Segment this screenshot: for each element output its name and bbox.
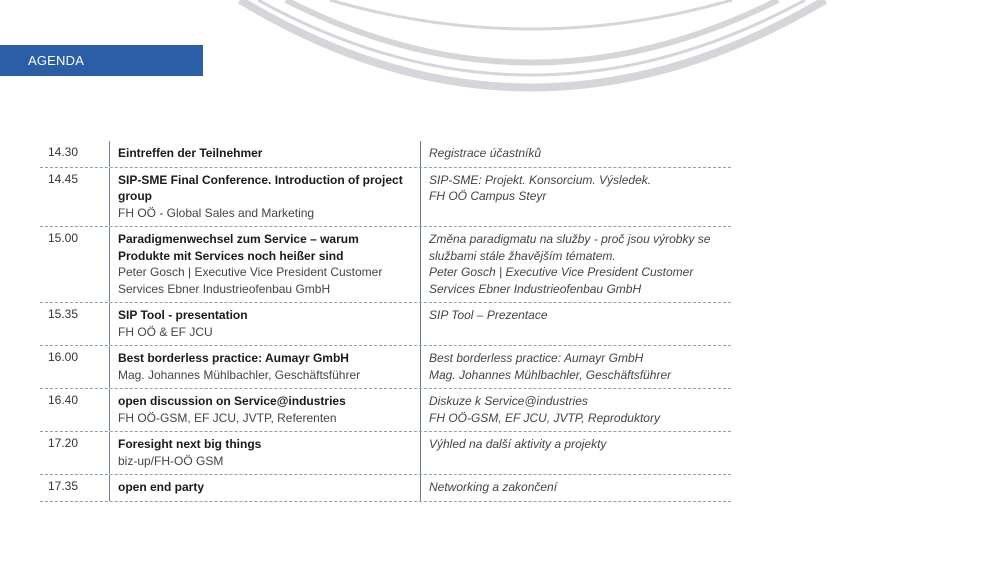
session-speaker: FH OÖ-GSM, EF JCU, JVTP, Referenten [118, 410, 337, 425]
session-speaker: FH OÖ - Global Sales and Marketing [118, 205, 315, 220]
agenda-session-en [109, 303, 420, 345]
agenda-time: 16.00 [48, 350, 79, 364]
agenda-session-cz [420, 168, 731, 227]
session-translation-line: Diskuze k Service@industries [429, 394, 588, 408]
agenda-session-en [109, 475, 420, 501]
agenda-time: 15.35 [48, 307, 79, 321]
agenda-row [40, 141, 731, 168]
session-translation-line: SIP Tool – Prezentace [429, 308, 548, 322]
agenda-session-cz [420, 141, 731, 167]
agenda-session-en [109, 346, 420, 388]
agenda-row [40, 168, 731, 228]
agenda-session-en [109, 432, 420, 474]
agenda-row [40, 432, 731, 475]
session-title: SIP-SME Final Conference. Introduction of project group [118, 172, 403, 203]
session-title: SIP Tool - presentation [118, 308, 248, 322]
session-translation-line: FH OÖ-GSM, EF JCU, JVTP, Reproduktory [429, 410, 660, 425]
agenda-table [40, 141, 731, 502]
session-speaker: Peter Gosch | Executive Vice President Customer Services Ebner Industrieofenbau GmbH [118, 265, 383, 296]
session-title: open end party [118, 480, 205, 494]
session-translation-line: Mag. Johannes Mühlbachler, Geschäftsführer [429, 367, 672, 382]
agenda-session-en [109, 389, 420, 431]
agenda-time: 14.45 [48, 171, 79, 186]
agenda-time: 14.30 [48, 145, 79, 159]
agenda-time: 16.40 [48, 393, 79, 407]
session-translation-line: Výhled na další aktivity a projekty [429, 437, 607, 451]
agenda-row [40, 389, 731, 432]
agenda-banner [0, 45, 203, 76]
session-speaker: biz-up/FH-OÖ GSM [118, 453, 224, 468]
agenda-session-en [109, 168, 420, 227]
session-translation-line: Peter Gosch | Executive Vice President Customer Services Ebner Industrieofenbau GmbH [429, 265, 694, 296]
session-speaker: Mag. Johannes Mühlbachler, Geschäftsführer [118, 367, 361, 382]
agenda-session-cz [420, 475, 731, 501]
agenda-time: 17.35 [48, 479, 79, 493]
session-translation-line: Změna paradigmatu na služby - proč jsou výrobky se službami stále žhavějším tématem. [429, 232, 711, 263]
agenda-session-cz [420, 389, 731, 431]
agenda-session-en [109, 141, 420, 167]
session-title: open discussion on Service@industries [118, 394, 346, 408]
agenda-session-cz [420, 432, 731, 474]
agenda-row [40, 303, 731, 346]
session-title: Foresight next big things [118, 437, 262, 451]
agenda-time: 15.00 [48, 231, 79, 245]
session-speaker: FH OÖ & EF JCU [118, 324, 213, 339]
session-translation-line: FH OÖ Campus Steyr [429, 189, 547, 203]
agenda-banner-label: AGENDA [28, 53, 85, 68]
agenda-session-en [109, 227, 420, 302]
agenda-session-cz [420, 346, 731, 388]
agenda-session-cz [420, 227, 731, 302]
agenda-session-cz [420, 303, 731, 345]
agenda-row [40, 346, 731, 389]
agenda-time: 17.20 [48, 436, 79, 450]
agenda-row [40, 475, 731, 502]
session-title: Best borderless practice: Aumayr GmbH [118, 351, 349, 365]
session-title: Eintreffen der Teilnehmer [118, 146, 263, 160]
agenda-row [40, 227, 731, 303]
session-translation-line: Best borderless practice: Aumayr GmbH [429, 351, 644, 365]
session-translation-line: SIP-SME: Projekt. Konsorcium. Výsledek. [429, 172, 652, 187]
session-translation-line: Registrace účastníků [429, 146, 542, 160]
session-title: Paradigmenwechsel zum Service – warum Produkte mit Services noch heißer sind [118, 232, 359, 263]
session-translation-line: Networking a zakončení [429, 480, 558, 494]
